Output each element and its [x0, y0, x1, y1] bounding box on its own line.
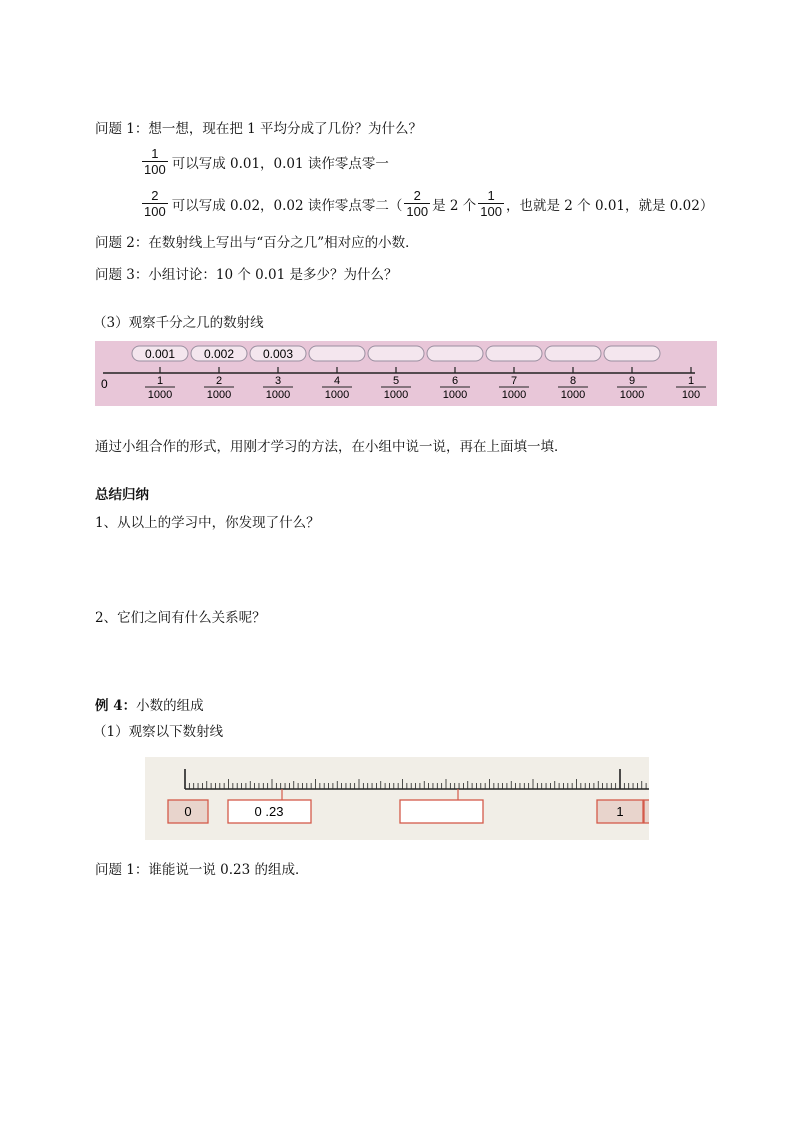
fraction-numerator: 2: [413, 188, 421, 203]
example-4-title: 小数的组成: [136, 698, 204, 714]
hundredths-number-line: [145, 757, 649, 840]
tick-numerator: 1: [687, 375, 695, 387]
empty-pill[interactable]: [545, 346, 601, 361]
fraction-line-text: 可以写成 0.01，0.01 读作零点零一: [171, 155, 389, 172]
zero-label: 0: [101, 377, 108, 391]
tick-denominator: 1000: [206, 389, 232, 401]
box-023-label: 0 .23: [254, 804, 284, 819]
tick-numerator: 7: [510, 375, 518, 387]
fraction-numerator: 2: [151, 188, 159, 203]
fraction-line-text-c: ，也就是 2 个 0.01，就是 0.02）: [505, 197, 714, 214]
summary-question-2: 2、它们之间有什么关系呢？: [95, 610, 266, 626]
example-4-label: 例 4：: [95, 698, 137, 714]
fraction-line-text-a: 可以写成 0.02，0.02 读作零点零二（: [171, 197, 403, 214]
fraction-line-text-b: 是 2 个: [432, 197, 477, 214]
fraction-line-2: [140, 188, 713, 219]
tick-numerator: 6: [451, 375, 459, 387]
box-empty[interactable]: [400, 800, 483, 823]
question-3: 问题 3：小组讨论：10 个 0.01 是多少？为什么？: [95, 267, 398, 283]
fraction-1-100-inline: [478, 188, 504, 219]
question-2: 问题 2：在数射线上写出与“百分之几”相对应的小数．: [95, 235, 419, 251]
empty-pill[interactable]: [309, 346, 365, 361]
empty-pill[interactable]: [604, 346, 660, 361]
tick-denominator: 1000: [383, 389, 409, 401]
tick-denominator: 1000: [265, 389, 291, 401]
tick-denominator: 1000: [442, 389, 468, 401]
fraction-line-1: [140, 146, 389, 177]
box-zero-label: 0: [184, 804, 192, 819]
decimal-pill-label: 0.003: [262, 347, 294, 361]
summary-question-1: 1、从以上的学习中，你发现了什么？: [95, 515, 320, 531]
number-line-background: [145, 757, 649, 840]
tick-denominator: 100: [681, 389, 701, 401]
empty-pill[interactable]: [427, 346, 483, 361]
tick-denominator: 1000: [147, 389, 173, 401]
decimal-pill-label: 0.001: [144, 347, 176, 361]
fraction-1-100: [142, 146, 168, 177]
fraction-denominator: 100: [144, 162, 166, 177]
thousandths-number-line: [95, 341, 717, 406]
fraction-denominator: 100: [144, 204, 166, 219]
tick-numerator: 9: [628, 375, 636, 387]
empty-pill[interactable]: [368, 346, 424, 361]
tick-denominator: 1000: [619, 389, 645, 401]
empty-pill[interactable]: [486, 346, 542, 361]
fraction-numerator: 1: [487, 188, 495, 203]
tick-numerator: 2: [215, 375, 223, 387]
tick-denominator: 1000: [324, 389, 350, 401]
tick-numerator: 1: [156, 375, 164, 387]
question-1: 问题 1：想一想，现在把 1 平均分成了几份？为什么？: [95, 121, 423, 137]
cooperation-instruction: 通过小组合作的形式，用刚才学习的方法，在小组中说一说，再在上面填一填．: [95, 439, 568, 455]
tick-numerator: 4: [333, 375, 341, 387]
tick-numerator: 5: [392, 375, 400, 387]
fraction-denominator: 100: [406, 204, 429, 219]
fraction-denominator: 100: [480, 204, 502, 219]
tick-denominator: 1000: [560, 389, 586, 401]
fraction-2-100: [142, 188, 168, 219]
box-one-label: 1: [616, 804, 624, 819]
final-question: 问题 1：谁能说一说 0.23 的组成．: [95, 862, 309, 878]
tick-denominator: 1000: [501, 389, 527, 401]
fraction-numerator: 1: [151, 146, 159, 161]
summary-heading: 总结归纳: [95, 487, 149, 503]
tick-numerator: 8: [569, 375, 577, 387]
box-next-partial: [644, 800, 649, 823]
example-4-heading: [95, 697, 204, 715]
decimal-pill-label: 0.002: [203, 347, 235, 361]
observe-thousandths: （3）观察千分之几的数射线: [93, 315, 264, 331]
fraction-2-100-inline: [404, 188, 430, 219]
tick-numerator: 3: [274, 375, 282, 387]
observe-number-line: （1）观察以下数射线: [93, 724, 224, 740]
